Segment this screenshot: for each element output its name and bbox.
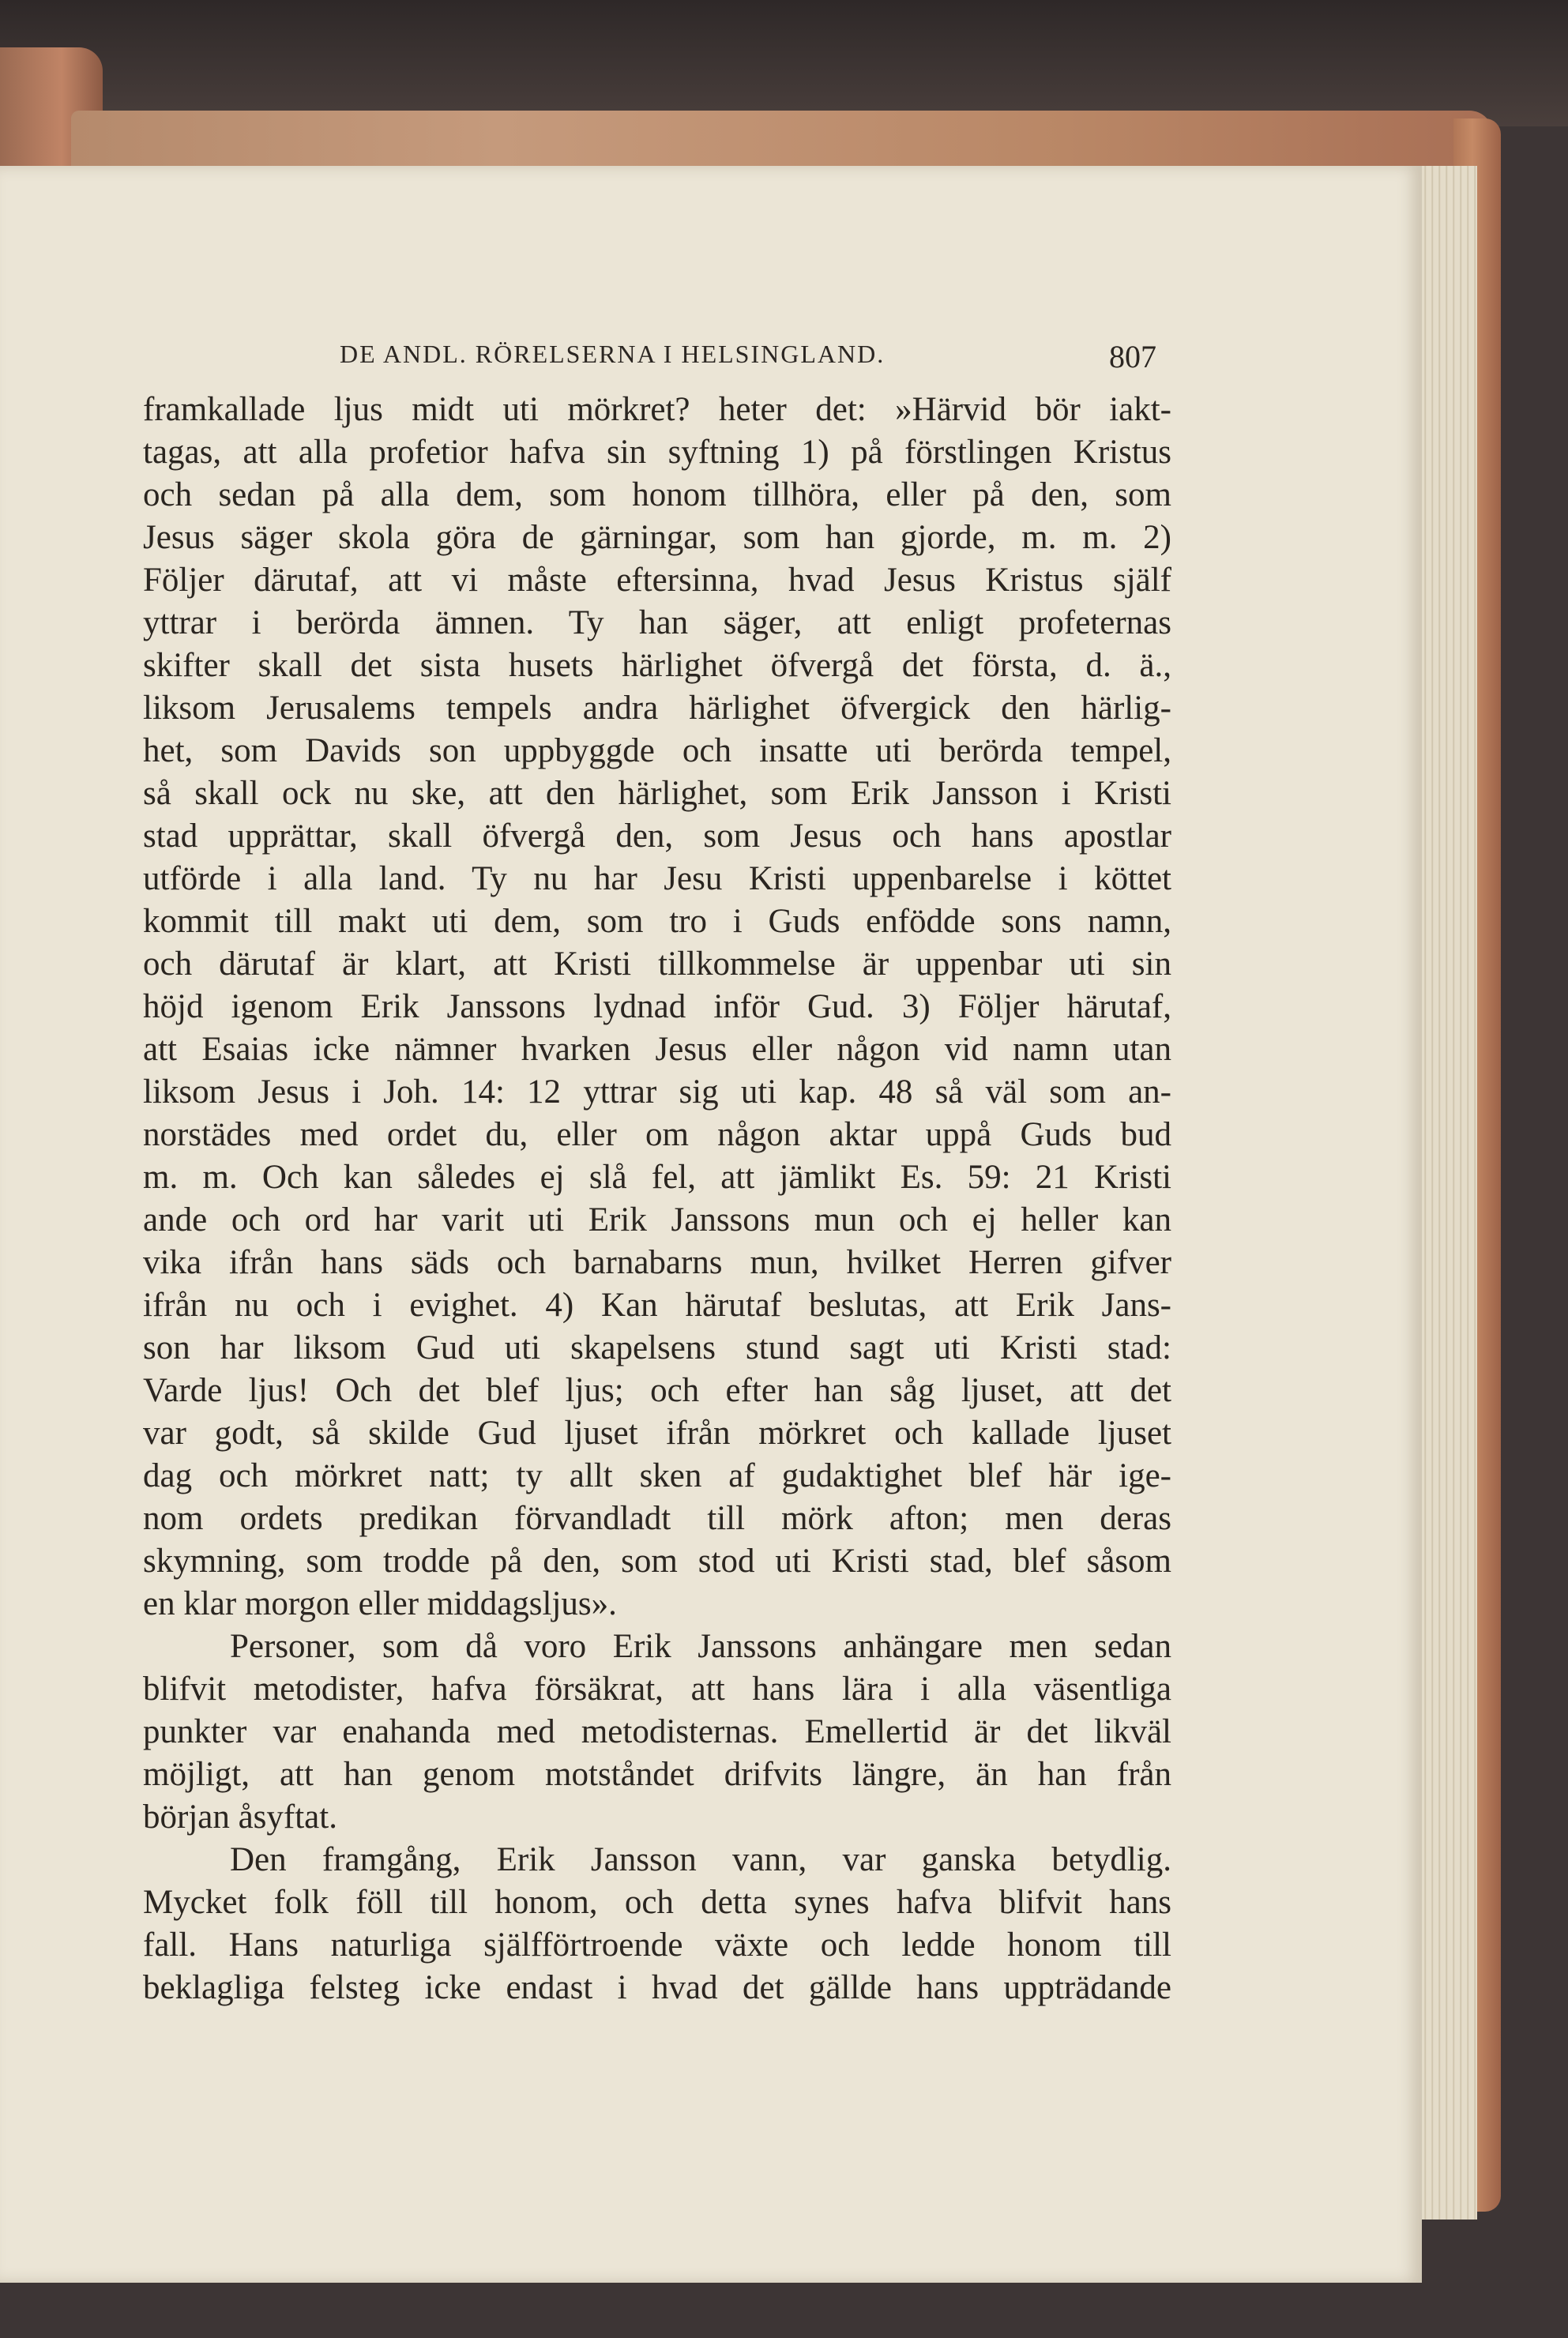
text-line: fall. Hans naturliga själfförtroende växte och ledde honom till: [143, 1926, 1171, 1964]
text-line: början åsyftat.: [143, 1799, 337, 1836]
text-line: nom ordets predikan förvandladt till mörk afton; men deras: [143, 1500, 1171, 1537]
paragraph: [143, 389, 1171, 1626]
text-line: stad upprättar, skall öfvergå den, som Jesus och hans apostlar: [143, 818, 1171, 855]
text-line: Följer därutaf, att vi måste eftersinna, hvad Jesus Kristus själf: [143, 562, 1171, 599]
text-line: höjd igenom Erik Janssons lydnad inför Gud. 3) Följer härutaf,: [143, 988, 1171, 1025]
running-title: DE ANDL. RÖRELSERNA I HELSINGLAND.: [340, 340, 886, 368]
text-line: skifter skall det sista husets härlighet öfvergå det första, d. ä.,: [143, 647, 1171, 684]
paragraph: [143, 1839, 1171, 2009]
text-line: Mycket folk föll till honom, och detta synes hafva blifvit hans: [143, 1884, 1171, 1921]
text-line: m. m. Och kan således ej slå fel, att jämlikt Es. 59: 21 Kristi: [143, 1159, 1171, 1196]
text-line: dag och mörkret natt; ty allt sken af gudaktighet blef här ige-: [143, 1457, 1171, 1494]
text-line: utförde i alla land. Ty nu har Jesu Kristi uppenbarelse i köttet: [143, 860, 1171, 897]
text-line: tagas, att alla profetior hafva sin syftning 1) på förstlingen Kristus: [143, 434, 1171, 471]
text-line: Varde ljus! Och det blef ljus; och efter han såg ljuset, att det: [143, 1372, 1171, 1409]
text-line: liksom Jerusalems tempels andra härlighet öfvergick den härlig-: [143, 690, 1171, 727]
text-line: beklagliga felsteg icke endast i hvad det gällde hans uppträdande: [143, 1969, 1171, 2006]
text-line: kommit till makt uti dem, som tro i Guds enfödde sons namn,: [143, 903, 1171, 940]
text-line: skymning, som trodde på den, som stod uti Kristi stad, blef såsom: [143, 1543, 1171, 1580]
text-line: framkallade ljus midt uti mörkret? heter det: »Härvid bör iakt-: [143, 391, 1171, 428]
page-edges-top: [71, 111, 1493, 174]
text-line: yttrar i berörda ämnen. Ty han säger, att enligt profeternas: [143, 604, 1171, 641]
text-line: var godt, så skilde Gud ljuset ifrån mörkret och kallade ljuset: [143, 1415, 1171, 1452]
text-line: blifvit metodister, hafva försäkrat, att hans lära i alla väsentliga: [143, 1671, 1171, 1708]
text-line: att Esaias icke nämner hvarken Jesus eller någon vid namn utan: [143, 1031, 1171, 1068]
text-line: norstädes med ordet du, eller om någon aktar uppå Guds bud: [143, 1116, 1171, 1153]
text-line: så skall ock nu ske, att den härlighet, som Erik Jansson i Kristi: [143, 775, 1171, 812]
text-line: liksom Jesus i Joh. 14: 12 yttrar sig uti kap. 48 så väl som an-: [143, 1073, 1171, 1111]
text-line: punkter var enahanda med metodisternas. Emellertid är det likväl: [143, 1713, 1171, 1750]
background-surface: [0, 0, 1568, 126]
text-line: och sedan på alla dem, som honom tillhöra, eller på den, som: [143, 476, 1171, 513]
page-number: 807: [1109, 339, 1156, 374]
text-line: Den framgång, Erik Jansson vann, var ganska betydlig.: [230, 1841, 1171, 1878]
text-line: ifrån nu och i evighet. 4) Kan härutaf beslutas, att Erik Jans-: [143, 1287, 1171, 1324]
text-line: het, som Davids son uppbyggde och insatte uti berörda tempel,: [143, 732, 1171, 769]
paragraph: [143, 1626, 1171, 1839]
text-line: och därutaf är klart, att Kristi tillkommelse är uppenbar uti sin: [143, 945, 1171, 983]
text-line: en klar morgon eller middagsljus».: [143, 1585, 617, 1622]
text-line: son har liksom Gud uti skapelsens stund sagt uti Kristi stad:: [143, 1329, 1171, 1366]
text-line: ande och ord har varit uti Erik Janssons mun och ej heller kan: [143, 1201, 1171, 1239]
text-line: möjligt, att han genom motståndet drifvits längre, än han från: [143, 1756, 1171, 1793]
text-line: vika ifrån hans säds och barnabarns mun, hvilket Herren gifver: [143, 1244, 1171, 1281]
text-line: Jesus säger skola göra de gärningar, som han gjorde, m. m. 2): [143, 519, 1171, 556]
body-text: [143, 389, 1171, 2009]
text-line: Personer, som då voro Erik Janssons anhängare men sedan: [230, 1628, 1171, 1665]
